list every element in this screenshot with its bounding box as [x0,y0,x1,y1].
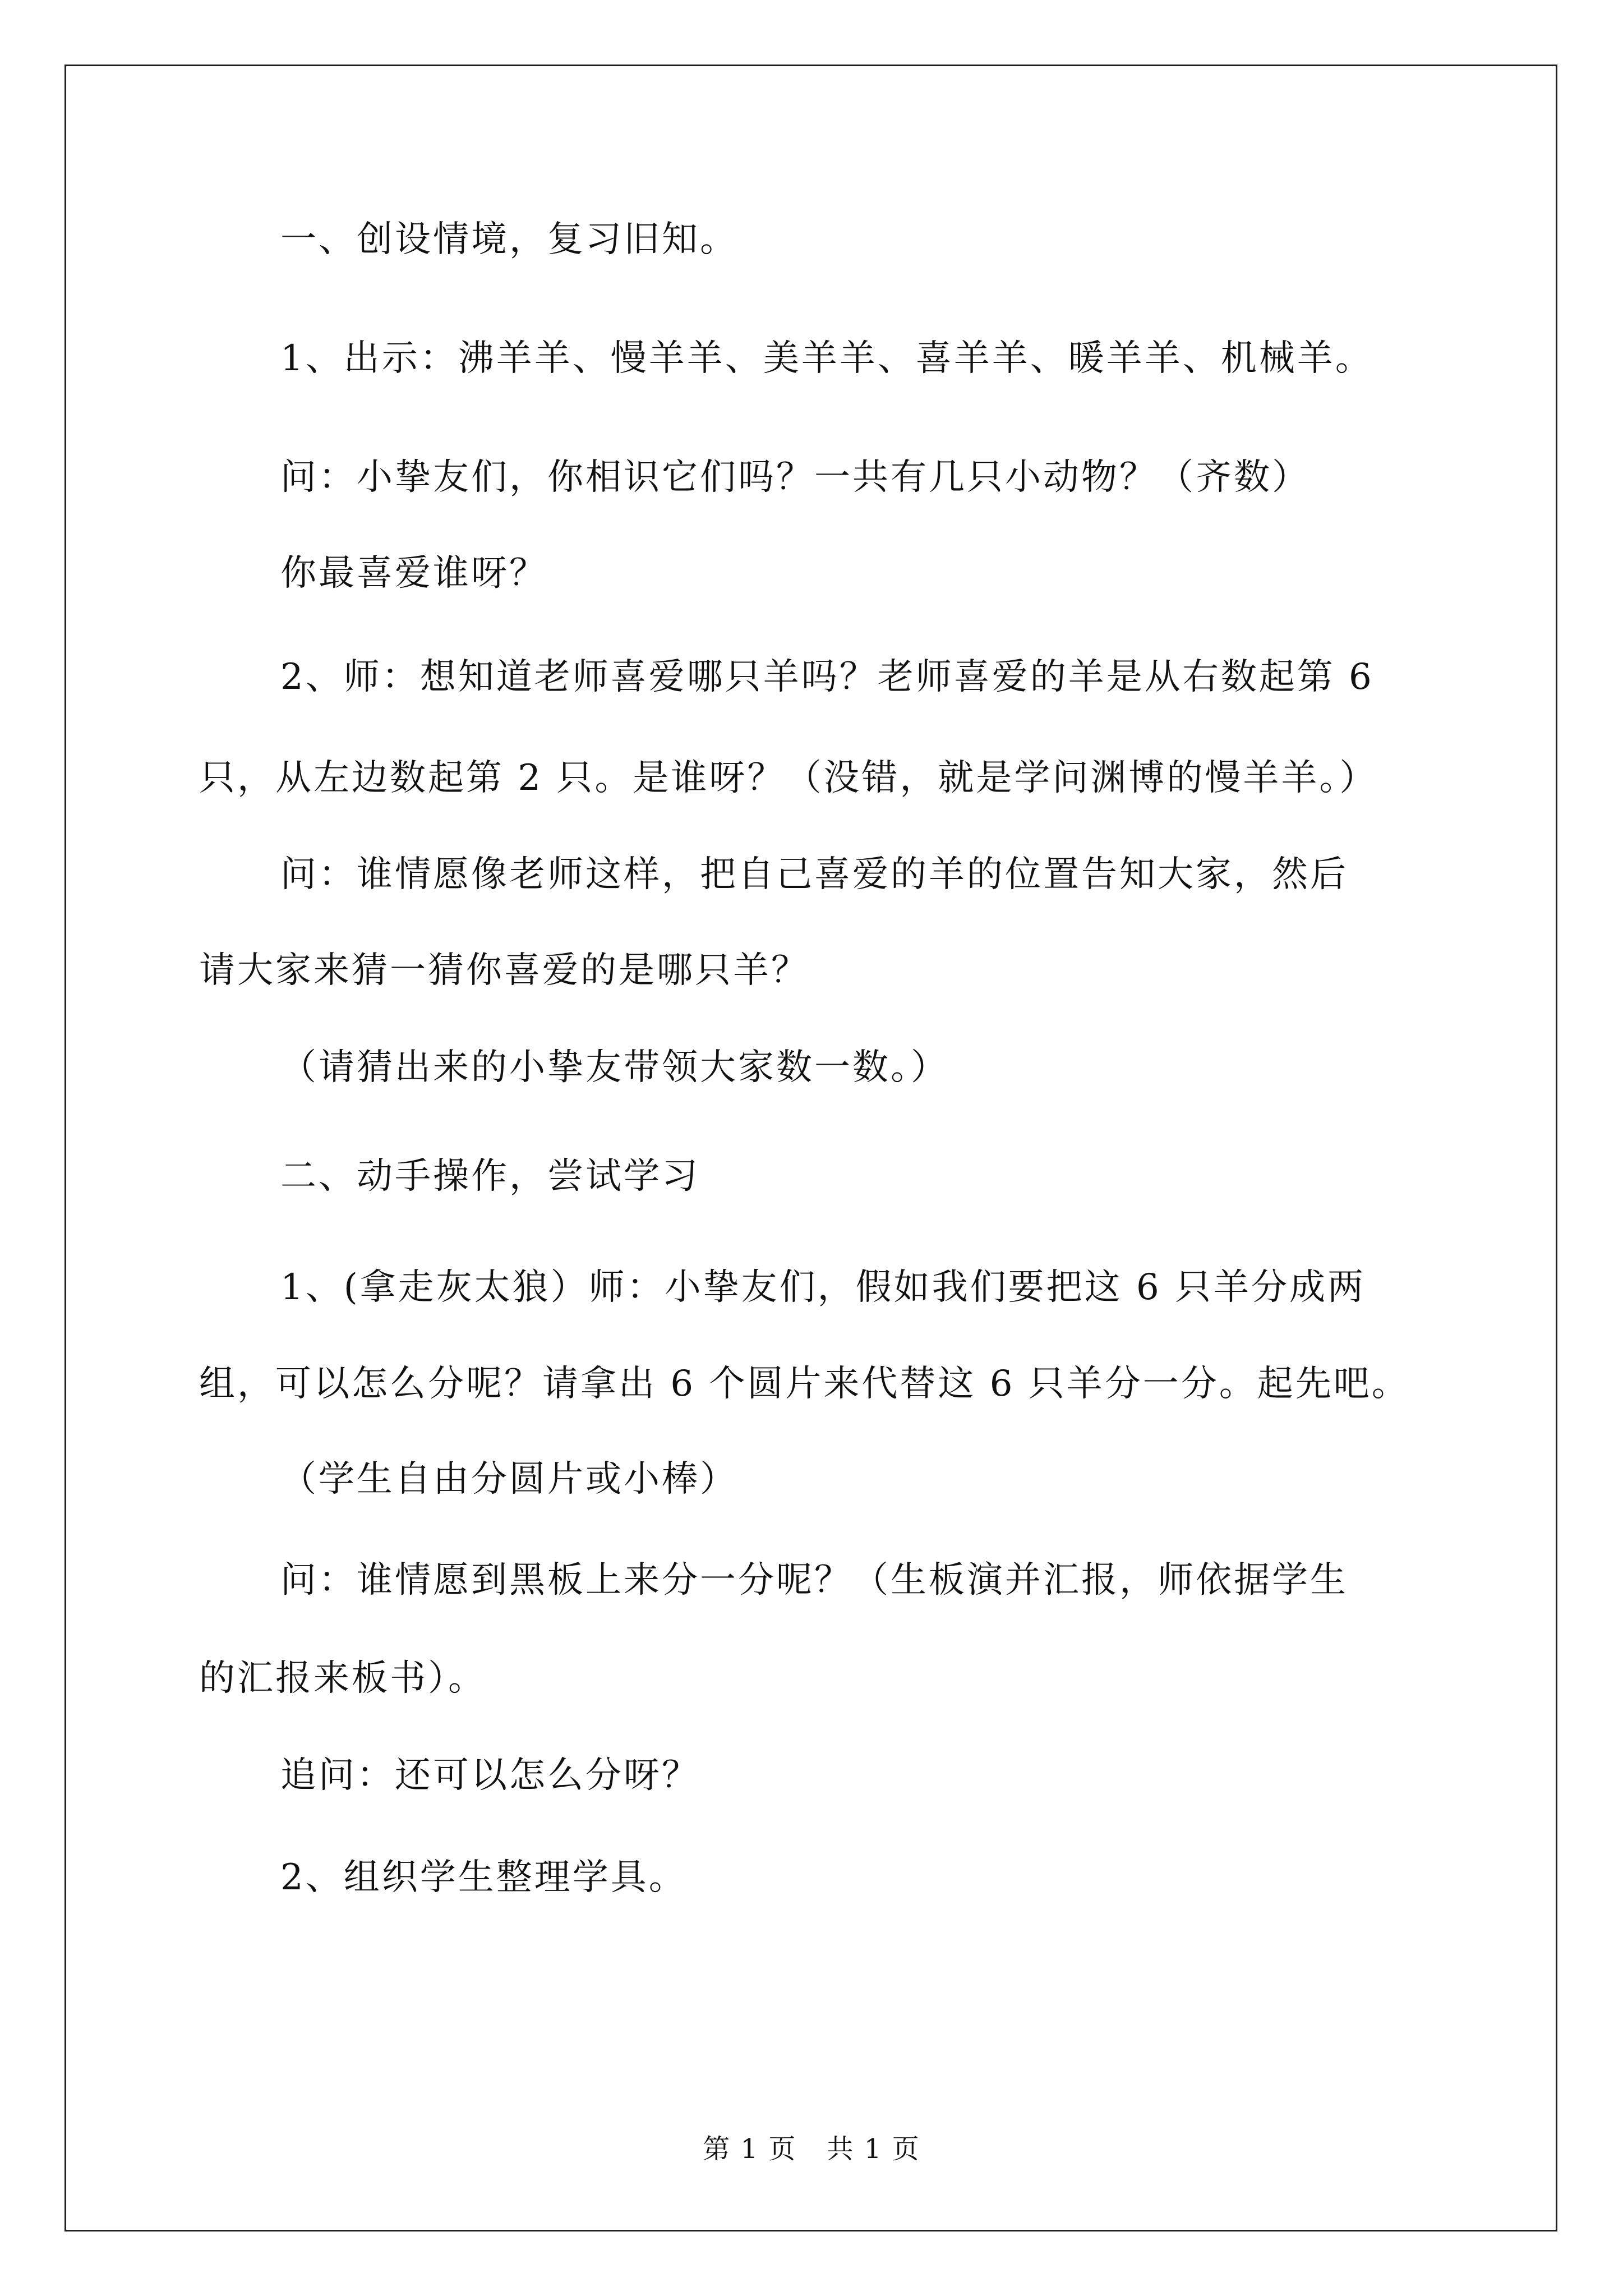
paragraph-line: 只，从左边数起第 2 只。是谁呀？（没错，就是学问渊博的慢羊羊。） [199,757,1378,799]
paragraph-line: 2、组织学生整理学具。 [280,1857,687,1898]
page-number-current: 第 1 页 [703,2133,797,2165]
paragraph-line: 一、创设情境，复习旧知。 [280,219,738,260]
page-frame [64,65,1557,2231]
page-footer [0,2127,1623,2166]
paragraph-line: 二、动手操作，尝试学习 [280,1156,700,1197]
page-number-total: 共 1 页 [826,2133,920,2165]
paragraph-line: 1、出示：沸羊羊、慢羊羊、美羊羊、喜羊羊、暖羊羊、机械羊。 [280,338,1373,379]
paragraph-line: 问：谁情愿像老师这样，把自己喜爱的羊的位置告知大家，然后 [280,854,1348,895]
paragraph-line: 1、(拿走灰太狼）师：小挚友们，假如我们要把这 6 只羊分成两 [280,1267,1366,1308]
paragraph-line: 问：小挚友们，你相识它们吗？一共有几只小动物？（齐数） [280,457,1310,498]
paragraph-line: 的汇报来板书）。 [199,1658,486,1699]
paragraph-line: 请大家来猜一猜你喜爱的是哪只羊？ [199,950,809,991]
paragraph-line: （学生自由分圆片或小棒） [280,1458,738,1500]
paragraph-line: 追问：还可以怎么分呀？ [280,1755,700,1796]
paragraph-line: （请猜出来的小挚友带领大家数一数。） [280,1047,949,1088]
paragraph-line: 问：谁情愿到黑板上来分一分呢？（生板演并汇报，师依据学生 [280,1559,1348,1601]
paragraph-line: 你最喜爱谁呀？ [280,553,547,594]
paragraph-line: 2、师：想知道老师喜爱哪只羊吗？老师喜爱的羊是从右数起第 6 [280,656,1374,698]
paragraph-line: 组，可以怎么分呢？请拿出 6 个圆片来代替这 6 只羊分一分。起先吧。 [199,1363,1410,1405]
